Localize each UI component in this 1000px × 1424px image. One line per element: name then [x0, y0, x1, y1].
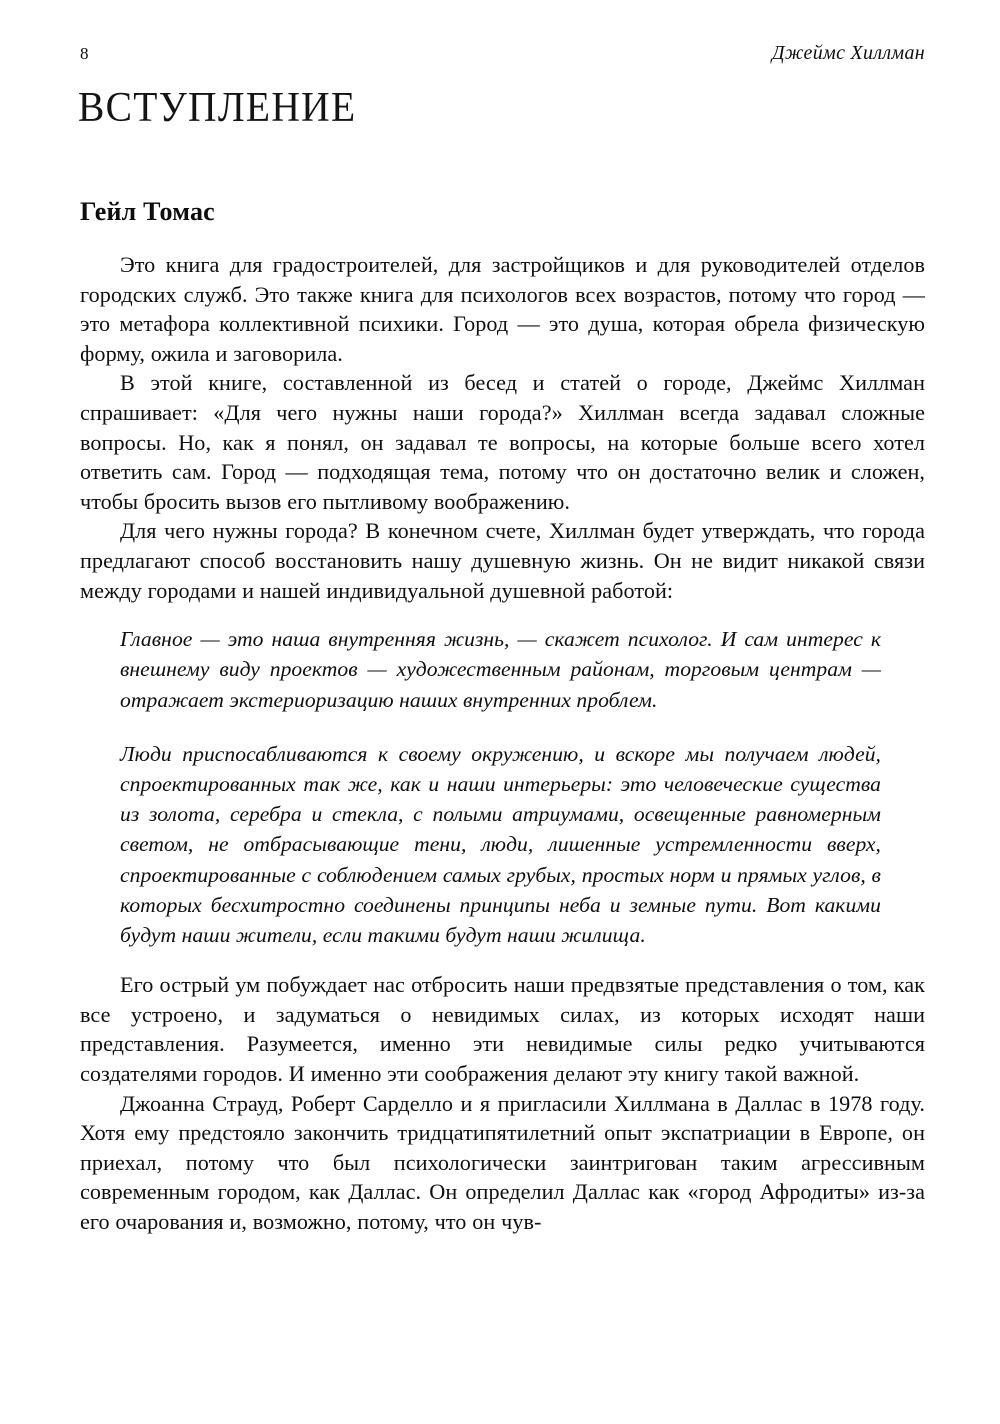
blockquote	[80, 624, 925, 950]
section-byline: Гейл Томас	[80, 197, 215, 226]
running-head-author: Джеймс Хиллман	[771, 42, 925, 64]
body-paragraph: В этой книге, составленной из бесед и статей о городе, Джеймс Хиллман спрашивает: «Для чего нужны наши города?» Хиллман всегда задавал сложные вопросы. Но, как я понял, он задавал те вопросы, на которые больше всего хотел ответить сам. Город — подходящая тема, потому что он достаточно велик и сложен, чтобы бросить вызов его пытливому воображению.	[80, 370, 925, 514]
running-head	[80, 42, 925, 68]
body-paragraph: Джоанна Страуд, Роберт Сарделло и я пригласили Хиллмана в Даллас в 1978 году. Хотя ему предстояло закончить тридцатипятилетний опыт экспатриации в Европе, он приехал, потому что был психологически заинтригован таким агрессивным современным городом, как Даллас. Он определил Даллас как «город Афродиты» из-за его очарования и, возможно, потому, что он чув-	[80, 1090, 925, 1234]
spacer	[80, 950, 925, 970]
body-column	[80, 196, 925, 1237]
chapter-title: ВСТУПЛЕНИЕ	[78, 85, 357, 131]
blockquote-paragraph: Главное — это наша внутренняя жизнь, — скажет психолог. И сам интерес к внешнему виду проектов — художественным районам, торговым центрам — отражает экстериоризацию наших внутренних проблем.	[120, 627, 881, 712]
body-paragraph: Его острый ум побуждает нас отбросить наши предвзятые представления о том, как все устроено, и задуматься о невидимых силах, из которых исходят наши представления. Разумеется, именно эти невидимые силы редко учитываются создателями городов. И именно эти соображения делают эту книгу такой важной.	[80, 972, 925, 1086]
body-paragraph: Для чего нужны города? В конечном счете, Хиллман будет утверждать, что города предлагают способ восстановить нашу душевную жизнь. Он не видит никакой связи между городами и нашей индивидуальной душевной работой:	[80, 518, 925, 603]
body-paragraph: Это книга для градостроителей, для застройщиков и для руководителей отделов городских служб. Это также книга для психологов всех возрастов, потому что город — это метафора коллективной психики. Город — это душа, которая обрела физическую форму, ожила и заговорила.	[80, 252, 925, 366]
page-number: 8	[80, 44, 89, 63]
blockquote-paragraph: Люди приспосабливаются к своему окружению, и вскоре мы получаем людей, спроектированных так же, как и наши интерьеры: это человеческие существа из золота, серебра и стекла, с полыми атриумами, освещенные равномерным светом, не отбрасывающие тени, люди, лишенные устремленности вверх, спроектированные с соблюдением самых грубых, простых норм и прямых углов, в которых бесхитростно соединены принципы неба и земные пути. Вот какими будут наши жители, если такими будут наши жилища.	[120, 741, 881, 947]
